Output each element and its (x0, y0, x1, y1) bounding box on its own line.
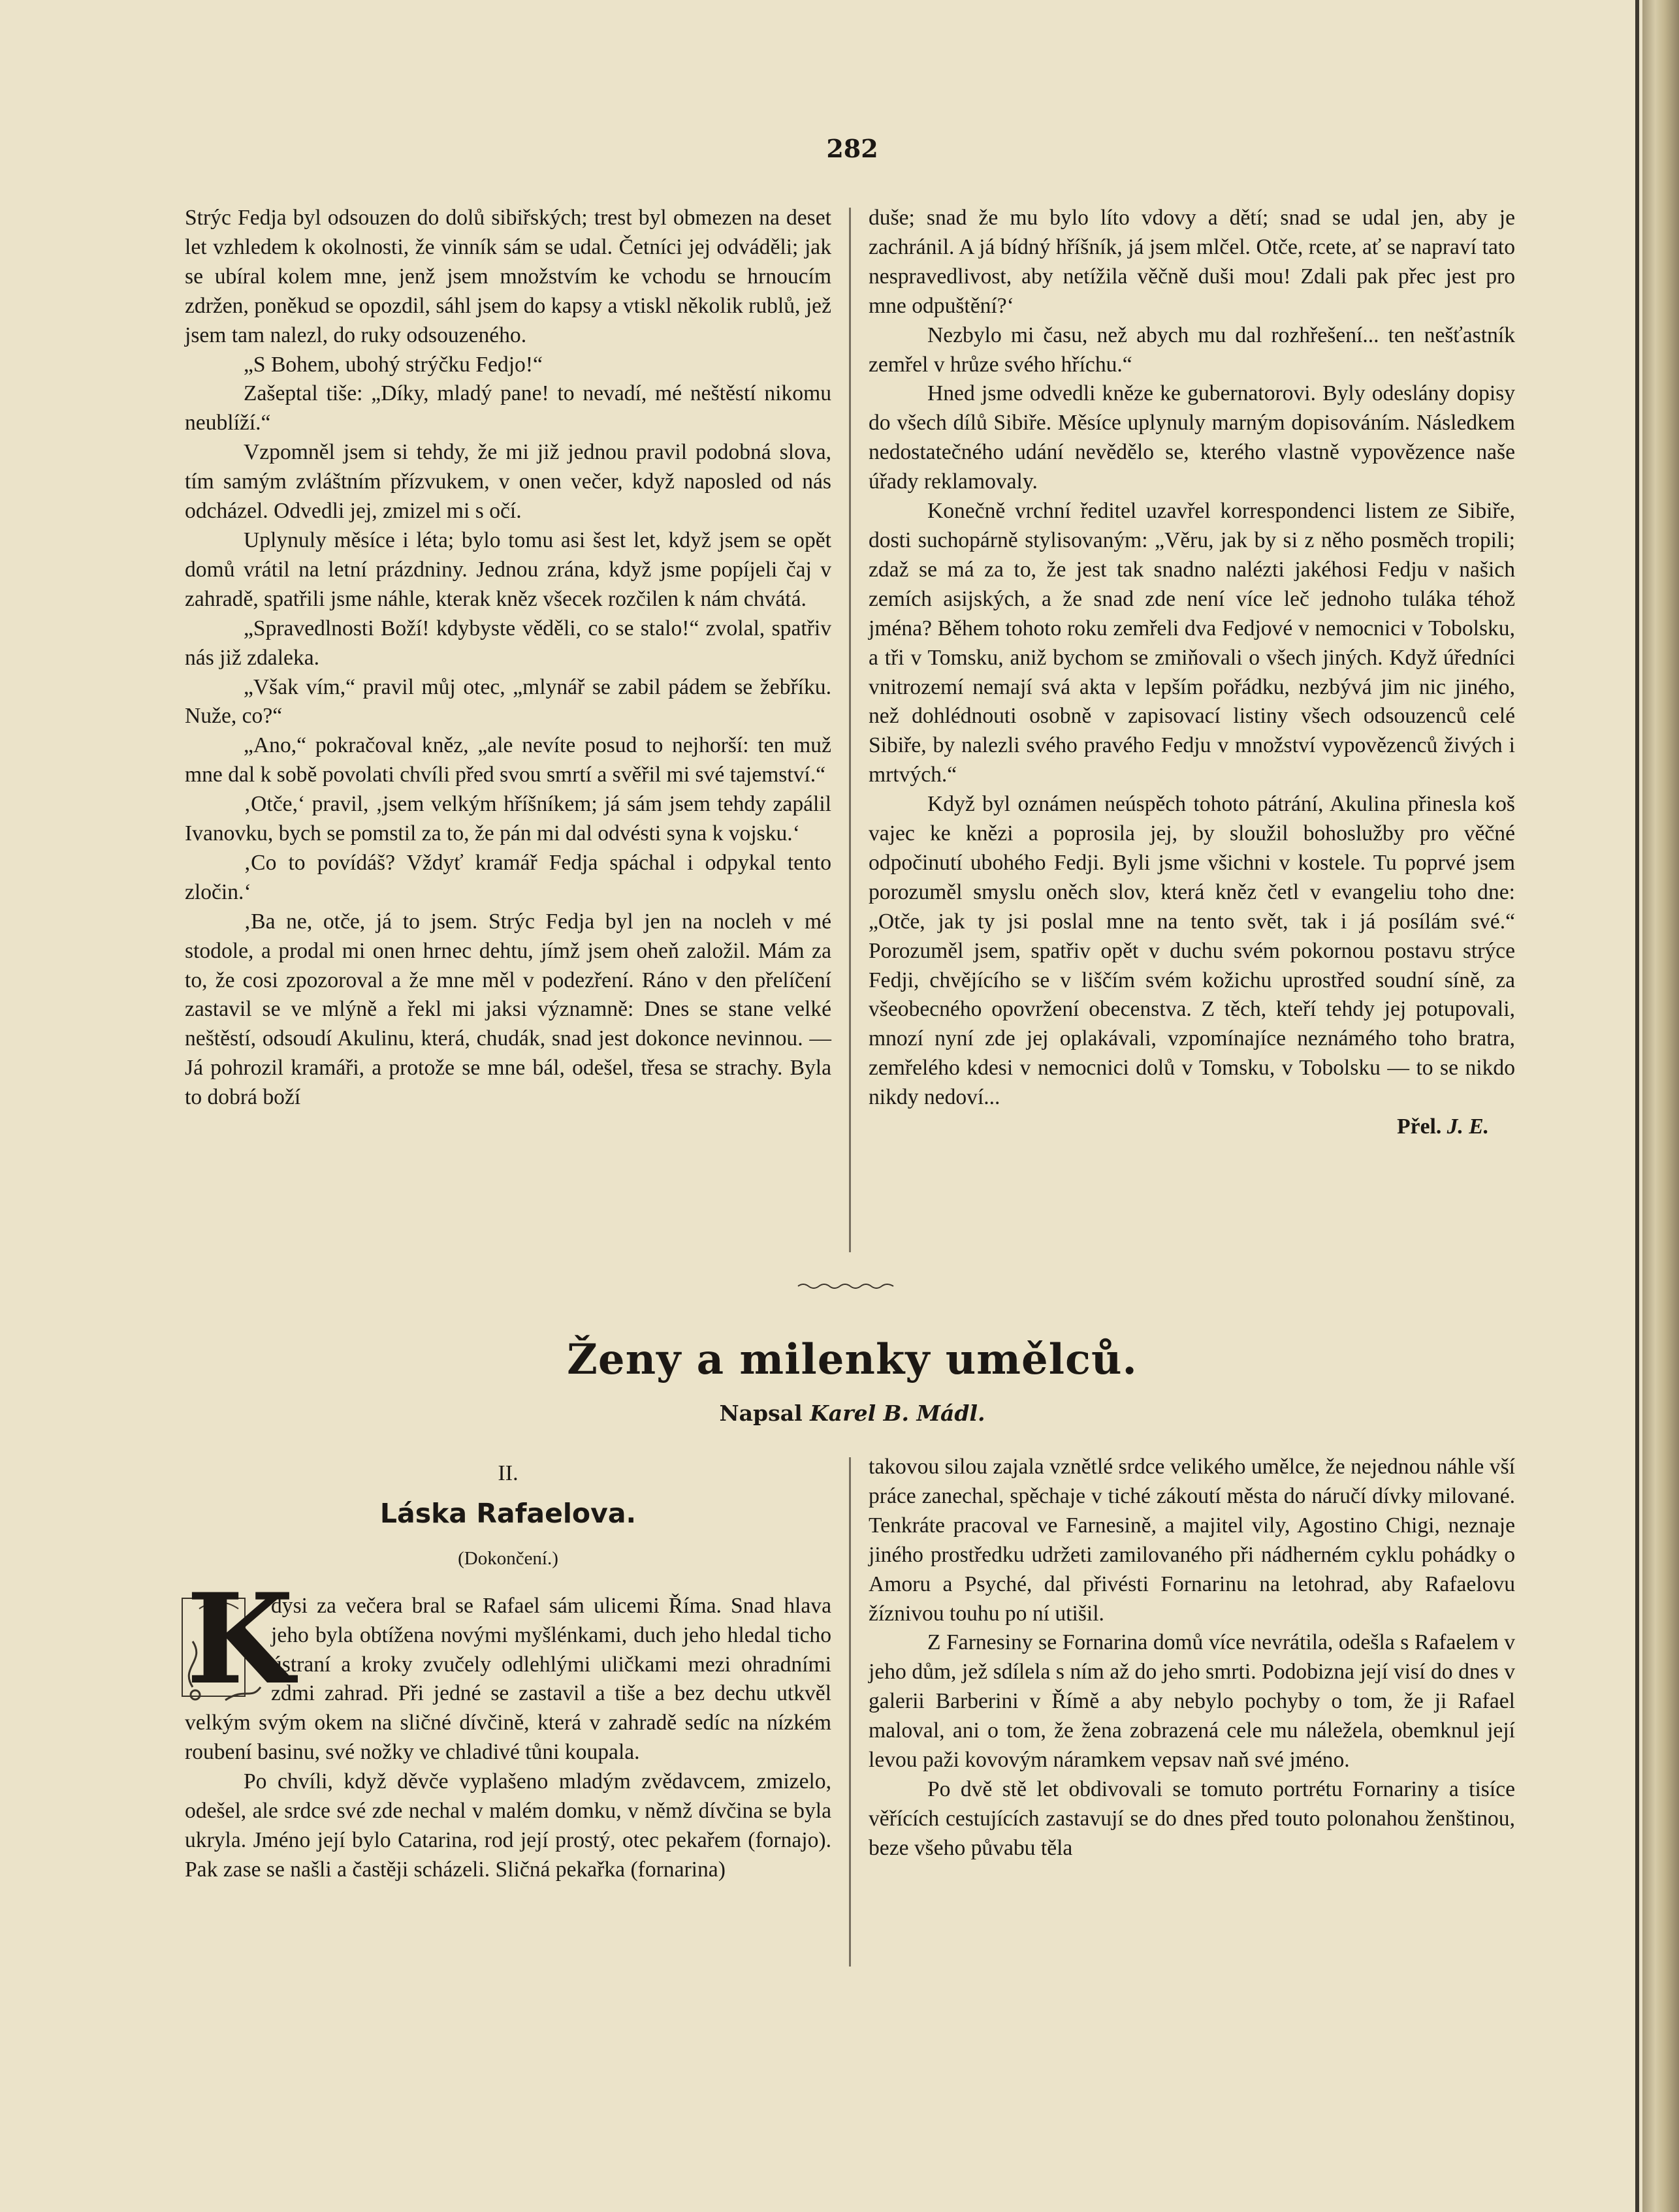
section-title: Láska Rafaelova. (379, 1497, 637, 1529)
byline (522, 1400, 1182, 1426)
paragraph-text: dysi za večera bral se Rafael sám ulicemi Říma. Snad hlava jeho byla obtížena novými myšlénkami, duch jeho hledal ticho ústraní a kroky zvučely odlehlými uličkami mezi ohradními zdmi zahrad. Při jedné se zastavil a tiše a bez dechu utkvěl velkým svým okem na sličné dívčině, která v zahradě sedíc na nízkém roubení basinu, své nožky ve chladivé tůni koupala. (185, 1593, 831, 1765)
page-number: 282 (826, 134, 878, 163)
paragraph: Po dvě stě let obdivovali se tomuto portrétu Fornariny a tisíce věřících cestujících zastavují se do dnes před touto polonahou ženštinou, beze všeho půvabu těla (869, 1777, 1515, 1860)
paragraph: „Však vím,“ pravil můj otec, „mlynář se zabil pádem se žebříku. Nuže, co?“ (185, 674, 831, 729)
paragraph: Konečně vrchní ředitel uzavřel korrespondenci listem ze Sibiře, dosti suchopárně stylisovaným: „Věru, jak by si z něho posměch tropili; zdaž se má za to, že jest tak snadno nalézti jakéhosi Fedju v našich zemích asijských, a že snad zde není více leč jednoho tuláka téhož jména? Během tohoto roku zemřeli dva Fedjové v nemocnici v Tobolsku, a tři v Tomsku, aniž bychom se zmiňovali o všech jiných. Když úředníci vnitrozemí nemají svá akta v lepším pořádku, nezbývá jim nic jiného, než dohlédnouti osobně v zapisovací listiny všech odsouzenců celé Sibiře, by nalezli svého pravého Fedju v množství vypovězenců živých i mrtvých.“ (869, 499, 1515, 787)
signature-initials: J. E. (1447, 1114, 1489, 1139)
paragraph: Hned jsme odvedli kněze ke gubernatorovi. Byly odeslány dopisy do všech dílů Sibiře. Měsíce uplynuly marným dopisováním. Následkem nedostatečného udání nevědělo se, kterého vlastně vypovězence naše úřady reklamovaly. (869, 381, 1515, 494)
paragraph: duše; snad že mu bylo líto vdovy a dětí; snad se udal jen, aby je zachránil. A já bídný hříšník, já jsem mlčel. Otče, rcete, ať se napraví tato nespravedlivost, aby netížila věčně duši mou! Zdali pak přec jest pro mne odpuštění?‘ (869, 206, 1515, 318)
story-right-column (869, 204, 1515, 1142)
author-name: Karel B. Mádl. (810, 1400, 985, 1426)
paragraph: ‚Co to povídáš? Vždyť kramář Fedja spáchal i odpykal tento zločin.‘ (185, 850, 831, 904)
paragraph: Zašeptal tiše: „Díky, mladý pane! to nevadí, mé neštěstí nikomu neublíží.“ (185, 381, 831, 435)
paragraph: takovou silou zajala vznětlé srdce velikého umělce, že nejednou náhle vší práce zanechal, spěchaje v tiché zákoutí města do náručí dívky milované. Tenkráte pracoval ve Farnesině, a majitel vily, Agostino Chigi, neznaje jiného prostředku udržeti zamilovaného při nádherném cyklu pohádky o Amoru a Psyché, dal přivésti Fornarinu na letohrad, aby Rafaelovu žíznivou touhu po ní utišil. (869, 1455, 1515, 1626)
section-note: (Dokončení.) (458, 1547, 558, 1569)
story-left-column (185, 204, 831, 1113)
page-edge-shadow (1635, 0, 1639, 2212)
paragraph: „Ano,“ pokračoval kněz, „ale nevíte posud to nejhorší: ten muž mne dal k sobě povolati chvíli před svou smrtí a svěřil mi své tajemství.“ (185, 733, 831, 787)
byline-prefix: Napsal (719, 1400, 803, 1426)
paragraph: Uplynuly měsíce i léta; bylo tomu asi šest let, když jsem se opět domů vrátil na letní prázdniny. Jednou zrána, když jsme popíjeli čaj v zahradě, spatřili jsme náhle, kterak kněz všecek rozčilen k nám chvátá. (185, 528, 831, 611)
section-ornament (797, 1282, 895, 1291)
paragraph: Nezbylo mi času, než abych mu dal rozhřešení... ten nešťastník zemřel v hrůze svého hříchu.“ (869, 323, 1515, 377)
paragraph (185, 1566, 831, 1767)
signature-prefix: Přel. (1397, 1114, 1442, 1139)
article-right-column (869, 1453, 1515, 1863)
column-divider (849, 208, 851, 1252)
paragraph: „S Bohem, ubohý strýčku Fedjo!“ (244, 352, 543, 377)
paragraph: „Spravedlnosti Boží! kdybyste věděli, co se stalo!“ zvolal, spatřiv nás již zdaleka. (185, 616, 831, 670)
book-spine (1642, 0, 1679, 2212)
paragraph: Z Farnesiny se Fornarina domů více nevrátila, odešla s Rafaelem v jeho dům, jež sdílela s ním až do jeho smrti. Podobizna její visí do dnes v galerii Barberini v Římě a aby nebylo pochyby o tom, že ji Rafael maloval, ani o tom, že žena zobrazená cele mu náležela, obemknul její levou paži kovovým náramkem vepsav naň své jméno. (869, 1630, 1515, 1773)
paragraph: Vzpomněl jsem si tehdy, že mi již jednou pravil podobná slova, tím samým zvláštním přízvukem, v onen večer, když naposled od nás odcházel. Odvedli jej, zmizel mi s očí. (185, 440, 831, 524)
paragraph: ‚Otče,‘ pravil, ‚jsem velkým hříšníkem; já sám jsem tehdy zapálil Ivanovku, bych se pomstil za to, že pán mi dal odvésti syna k vojsku.‘ (185, 792, 831, 846)
paragraph: Po chvíli, když děvče vyplašeno mladým zvědavcem, zmizelo, odešel, ale srdce své zde nechal v malém domku, v němž dívčina se byla ukryla. Jméno její bylo Catarina, rod její prostý, otec pekařem (fornajo). Pak zase se našli a častěji scházeli. Sličná pekařka (fornarina) (185, 1769, 831, 1882)
section-number: II. (498, 1461, 519, 1485)
ornamental-drop-cap (180, 1566, 295, 1712)
translator-signature (869, 1113, 1515, 1142)
paragraph: Když byl oznámen neúspěch tohoto pátrání, Akulina přinesla koš vajec ke knězi a poprosila jej, by sloužil bohoslužby pro věčné odpočinutí ubohého Fedji. Byli jsme všichni v kostele. Tu poprvé jsem porozuměl smyslu oněch slov, která kněz četl v evangeliu toho dne: „Otče, jak ty jsi poslal mne na tento svět, tak i já posílám své.“ Porozuměl jsem, spatřiv opět v duchu svém pokornou postavu strýce Fedji, chvějícího se v liščím svém kožichu uprostřed soudní síně, za všeobecného opovržení obecenstva. Z těch, kteří tehdy jej potupovali, mnozí nyní zde jej oplakávali, vzpomínajíce neznámého toho bratra, zemřelého kdesi v nemocnici dolů v Tomsku, v Tobolsku — to se nikdo nikdy nedoví... (869, 792, 1515, 1110)
article-title: Ženy a milenky umělců. (567, 1335, 1138, 1384)
article-left-column (185, 1459, 831, 1885)
paragraph: Strýc Fedja byl odsouzen do dolů sibiřských; trest byl obmezen na deset let vzhledem k okolnosti, že vinník sám se udal. Četníci jej odváděli; jak se ubíral kolem mne, jenž jsem množstvím ke vchodu se hrnoucím zdržen, poněkud se opozdil, sáhl jsem do kapsy a vtiskl několik rublů, jež jsem tam nalezl, do ruky odsouzeného. (185, 206, 831, 347)
paragraph: ‚Ba ne, otče, já to jsem. Strýc Fedja byl jen na nocleh v mé stodole, a prodal mi onen hrnec dehtu, jímž jsem oheň založil. Mám za to, že cosi zpozoroval a že mne měl v podezření. Ráno v den přelíčení zastavil se ve mlýně a řekl mi jaksi významně: Dnes se stane velké neštěstí, odsoudí Akulinu, která, chudák, snad jest dokonce nevinnou. — Já pohrozil kramáři, a protože se mne bál, odešel, třesa se strachy. Byla to dobrá boží (185, 909, 831, 1110)
drop-cap-letter: K (186, 1566, 295, 1712)
column-divider (849, 1457, 851, 1967)
